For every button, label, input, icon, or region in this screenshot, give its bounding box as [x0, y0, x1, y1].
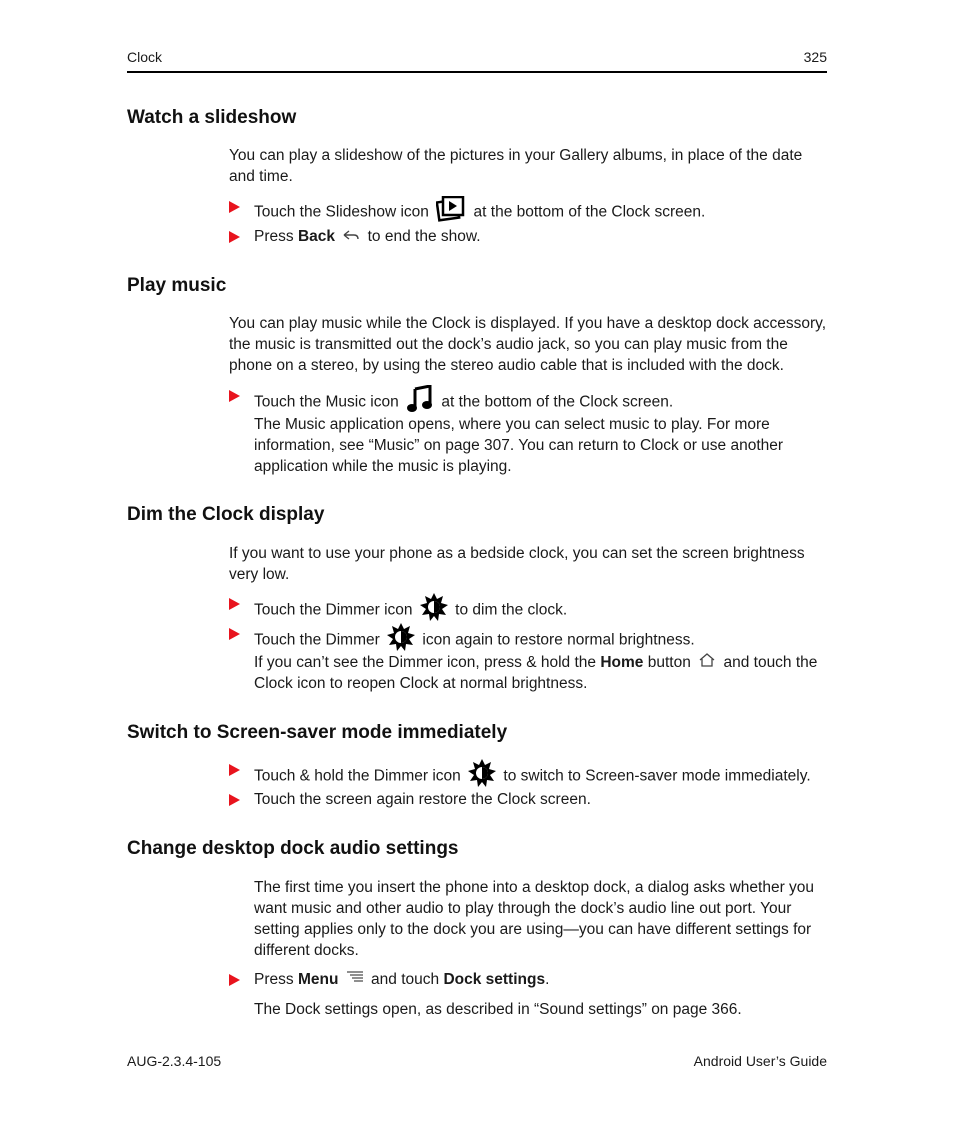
dock-note: The Dock settings open, as described in “Sound settings” on page 366. — [254, 1001, 742, 1018]
heading-dim-clock: Dim the Clock display — [127, 504, 325, 525]
dim-intro: If you want to use your phone as a bedside clock, you can set the screen brightness very low. — [229, 545, 805, 583]
bullet-text: Press — [254, 971, 294, 989]
menu-button-label: Menu — [297, 971, 339, 989]
heading-watch-slideshow: Watch a slideshow — [127, 107, 297, 128]
dock-settings-label: Dock settings — [443, 971, 546, 989]
bullet-marker — [229, 628, 240, 640]
dim-note-text: button — [647, 654, 691, 671]
bullet-text: Press — [254, 228, 294, 246]
bullet-text: to dim the clock. — [455, 601, 568, 619]
back-button-label: Back — [297, 228, 335, 246]
dock-intro: The first time you insert the phone into a desktop dock, a dialog asks whether you want music and other audio to play through the dock’s audio line out port. Your setting applies only to the dock you are using—you can have different settings for different docks. — [254, 879, 815, 959]
bullet-marker — [229, 201, 240, 213]
bullet-text: . — [545, 971, 550, 989]
bullet-marker — [229, 764, 240, 776]
bullet-text: Touch & hold the Dimmer icon — [254, 767, 461, 785]
bullet-text: to end the show. — [367, 228, 481, 246]
music-note: The Music application opens, where you can select music to play. For more information, see “Music” on page 307. You can return to Clock or use another application while the music is playing. — [254, 416, 784, 475]
bullet-text: to switch to Screen-saver mode immediately. — [503, 767, 811, 785]
bullet-marker — [229, 598, 240, 610]
bullet-marker — [229, 794, 240, 806]
bullet-text: icon again to restore normal brightness. — [422, 631, 695, 649]
slideshow-intro: You can play a slideshow of the pictures in your Gallery albums, in place of the date and time. — [229, 147, 803, 185]
dim-note-text: and touch the — [723, 654, 818, 671]
bullet-text: at the bottom of the Clock screen. — [441, 393, 674, 411]
heading-play-music: Play music — [127, 275, 227, 296]
dim-note-line2: Clock icon to reopen Clock at normal brightness. — [254, 675, 588, 693]
footer-title: Android User’s Guide — [693, 1053, 827, 1069]
back-icon — [342, 226, 360, 248]
bullet-text: and touch — [371, 971, 440, 989]
dim-note-text: If you can’t see the Dimmer icon, press & hold the — [254, 654, 597, 671]
heading-dock-audio: Change desktop dock audio settings — [127, 838, 459, 859]
bullet-text: Touch the Slideshow icon — [254, 203, 429, 221]
home-button-label: Home — [600, 654, 644, 671]
bullet-marker — [229, 231, 240, 243]
bullet-text: at the bottom of the Clock screen. — [473, 203, 706, 221]
footer-doc-id: AUG-2.3.4-105 — [127, 1053, 222, 1069]
music-intro: You can play music while the Clock is displayed. If you have a desktop dock accessory, the music is transmitted out the dock’s audio jack, so you can play music from the phone on a stereo, by using the stereo audio cable that is included with the dock. — [229, 315, 827, 374]
bullet-text: Touch the Dimmer icon — [254, 601, 413, 619]
bullet-text: Touch the screen again restore the Clock screen. — [254, 791, 591, 808]
bullet-text: Touch the Music icon — [254, 393, 399, 411]
dim-note — [254, 652, 827, 694]
home-icon — [698, 652, 716, 673]
page-header — [127, 49, 827, 73]
bullet-marker — [229, 390, 240, 402]
slideshow-icon — [436, 196, 466, 229]
header-section: Clock — [127, 49, 163, 65]
heading-screensaver: Switch to Screen-saver mode immediately — [127, 722, 508, 743]
header-page-number: 325 — [803, 49, 827, 65]
bullet-marker — [229, 974, 240, 986]
menu-icon — [346, 969, 364, 991]
bullet-text: Touch the Dimmer — [254, 631, 380, 649]
